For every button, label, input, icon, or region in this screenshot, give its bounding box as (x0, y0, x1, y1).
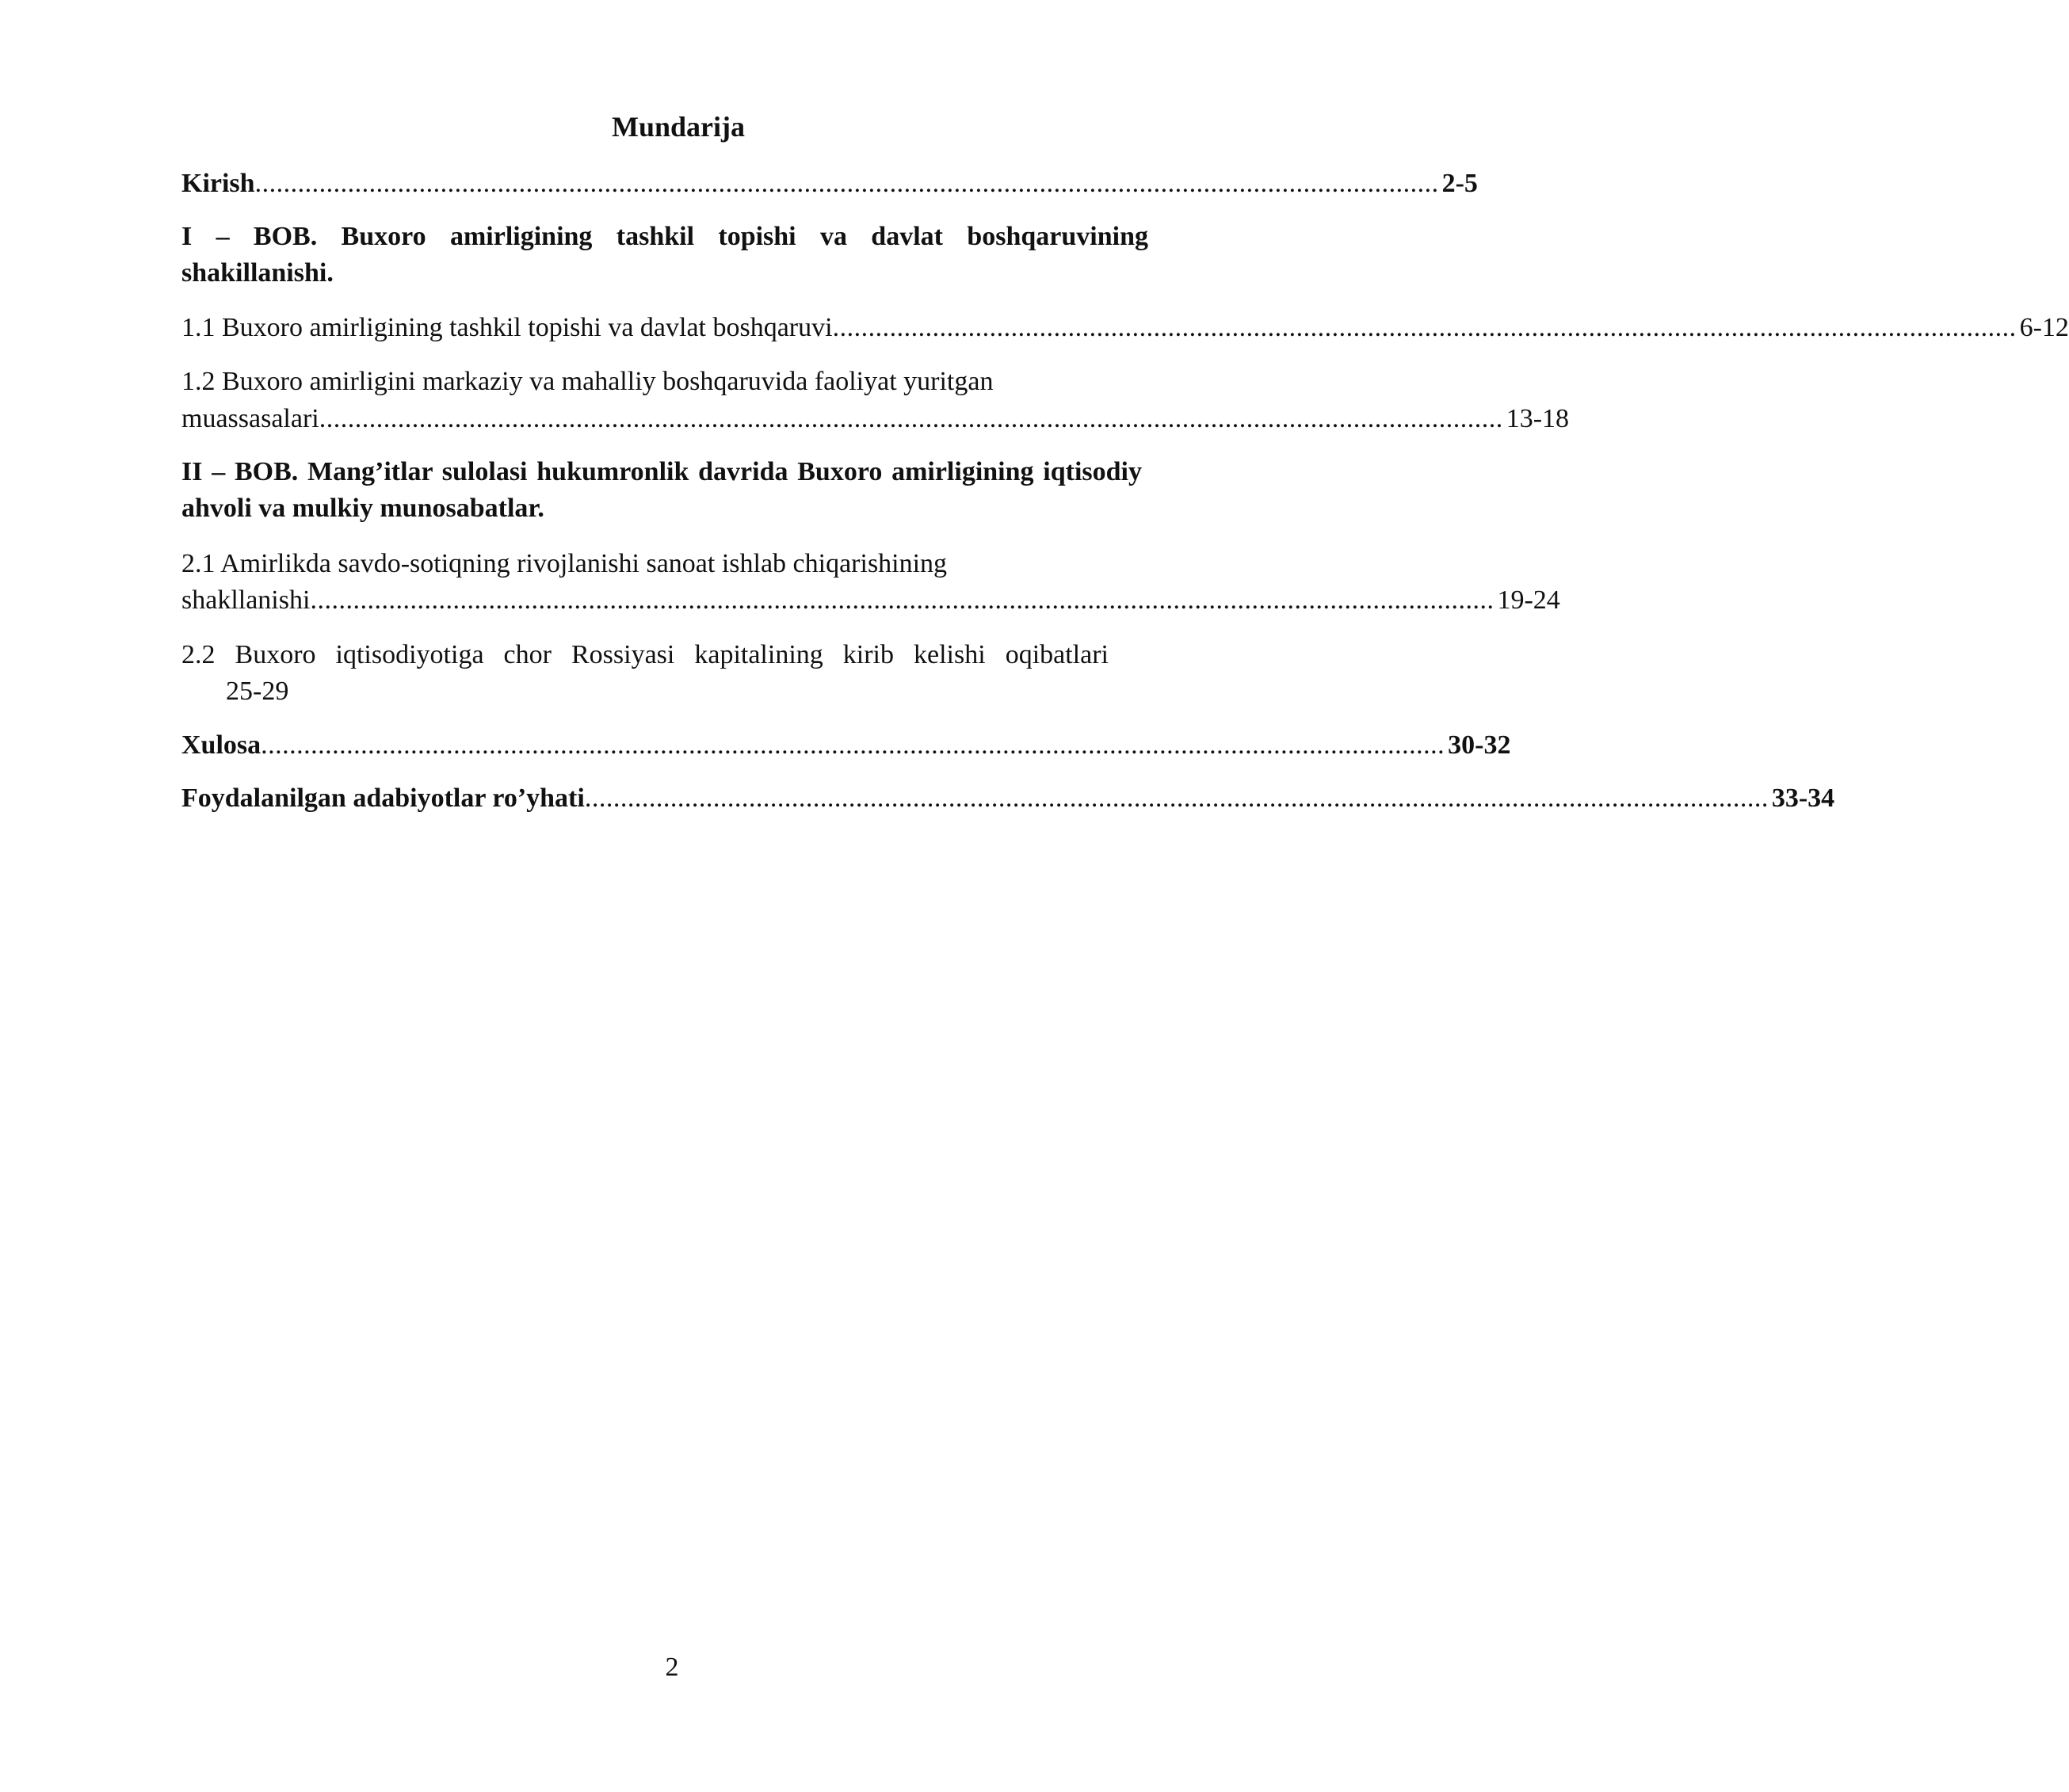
toc-entry-pages: 2-5 (1441, 169, 1478, 198)
toc-section-1-1 (181, 310, 2069, 346)
toc-leader-dots: ...................................................................................................................................................................... (310, 585, 1494, 615)
toc-chapter-2: II – BOB. Mang’itlar sulolasi hukumronlik davrida Buxoro amirligining iqtisodiy ahvoli va mulkiy munosabatlar. (181, 457, 1142, 523)
toc-entry-label: 1.1 Buxoro amirligining tashkil topishi va davlat boshqaruvi (181, 313, 833, 342)
toc-entry-xulosa (181, 727, 1511, 764)
toc-entry-pages: 13-18 (1506, 404, 1570, 433)
toc-entry-label: Foydalanilgan adabiyotlar ro’yhati (181, 784, 585, 813)
toc-section-2-2-line1: 2.2 Buxoro iqtisodiyotiga chor Rossiyasi kapitalining kirib kelishi oqibatlari (181, 640, 1109, 669)
toc-entry-label: muassasalari (181, 404, 319, 433)
toc-entry-label: shakllanishi (181, 585, 311, 615)
toc-leader-dots: ...................................................................................................................................................................... (832, 313, 2017, 342)
toc-entry-label: Xulosa (181, 730, 261, 760)
toc-section-1-2 (181, 401, 1570, 437)
toc-section-2-1-line1: 2.1 Amirlikda savdo-sotiqning rivojlanishi sanoat ishlab chiqarishining (181, 549, 948, 578)
toc-entry-pages: 30-32 (1448, 730, 1511, 760)
toc-leader-dots: ...................................................................................................................................................................... (261, 730, 1445, 760)
toc-title: Mundarija (611, 111, 745, 143)
toc-chapter-1: I – BOB. Buxoro amirligining tashkil topishi va davlat boshqaruvining shakillanishi. (181, 222, 1148, 288)
toc-entry-pages: 6-12 (2019, 313, 2069, 342)
toc-leader-dots: ...................................................................................................................................................................... (319, 404, 1503, 433)
toc-entry-pages: 19-24 (1497, 585, 1560, 615)
toc-entry-kirish (181, 166, 1478, 202)
toc-entry-label: Kirish (181, 169, 255, 198)
toc-leader-dots: ...................................................................................................................................................................... (254, 169, 1439, 198)
toc-entry-adabiyotlar (181, 780, 1835, 817)
page-number: 2 (665, 1653, 679, 1682)
toc-leader-dots: ...................................................................................................................................................................... (584, 784, 1769, 813)
toc-section-2-1 (181, 582, 1560, 619)
toc-section-2-2-pages: 25-29 (226, 677, 289, 706)
toc-section-1-2-line1: 1.2 Buxoro amirligini markaziy va mahalliy boshqaruvida faoliyat yuritgan (181, 367, 994, 396)
toc-entry-pages: 33-34 (1771, 784, 1835, 813)
